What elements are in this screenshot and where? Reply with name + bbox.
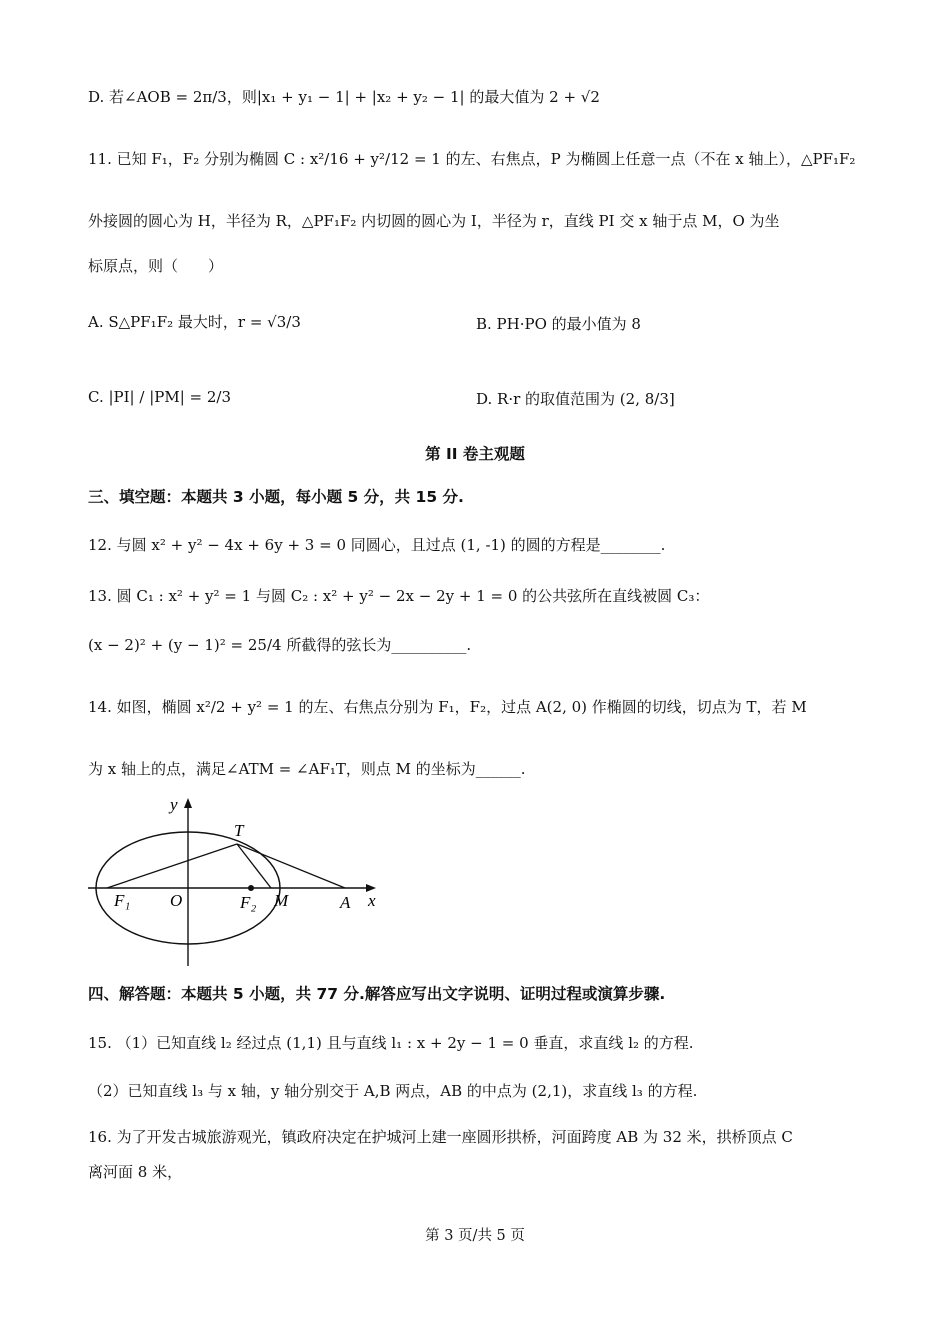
q14-text-line1: 14. 如图，椭圆 x²/2 + y² = 1 的左、右焦点分别为 F₁，F₂，过点 A(2, 0) 作椭圆的切线，切点为 T，若 M xyxy=(88,698,807,716)
q11-option-d: D. R·r 的取值范围为 (2, 8/3] xyxy=(476,390,675,408)
label-t: T xyxy=(234,821,244,840)
q14-text-line2: 为 x 轴上的点，满足∠ATM = ∠AF₁T，则点 M 的坐标为______. xyxy=(88,760,526,778)
q11-option-b: B. PH·PO 的最小值为 8 xyxy=(476,315,641,333)
label-x: x xyxy=(368,891,376,910)
q11-stem-line1: 11. 已知 F₁，F₂ 分别为椭圆 C : x²/16 + y²/12 = 1 的左、右焦点，P 为椭圆上任意一点（不在 x 轴上），△PF₁F₂ xyxy=(88,150,856,168)
page-footer: 第 3 页/共 5 页 xyxy=(425,1228,525,1244)
q15-part2: （2）已知直线 l₃ 与 x 轴，y 轴分别交于 A,B 两点，AB 的中点为 (2,1)，求直线 l₃ 的方程. xyxy=(88,1082,698,1100)
label-y: y xyxy=(170,795,178,814)
ellipse-figure xyxy=(84,790,384,970)
q15-part1: 15. （1）已知直线 l₂ 经过点 (1,1) 且与直线 l₁ : x + 2y − 1 = 0 垂直，求直线 l₂ 的方程. xyxy=(88,1034,694,1052)
q16-text-line1: 16. 为了开发古城旅游观光，镇政府决定在护城河上建一座圆形拱桥，河面跨度 AB 为 32 米，拱桥顶点 C xyxy=(88,1128,793,1146)
section4-title: 四、解答题：本题共 5 小题，共 77 分.解答应写出文字说明、证明过程或演算步骤. xyxy=(88,985,666,1003)
q11-option-a: A. S△PF₁F₂ 最大时，r = √3/3 xyxy=(88,313,301,331)
q13-text-line2: (x − 2)² + (y − 1)² = 25/4 所截得的弦长为__________. xyxy=(88,636,472,654)
q16-text-line2: 离河面 8 米， xyxy=(88,1163,183,1181)
section3-title: 三、填空题：本题共 3 小题，每小题 5 分，共 15 分. xyxy=(88,488,464,506)
q12-text: 12. 与圆 x² + y² − 4x + 6y + 3 = 0 同圆心，且过点 (1, -1) 的圆的方程是________. xyxy=(88,536,666,554)
label-o: O xyxy=(170,891,183,910)
q13-text-line1: 13. 圆 C₁ : x² + y² = 1 与圆 C₂ : x² + y² − 2x − 2y + 1 = 0 的公共弦所在直线被圆 C₃： xyxy=(88,587,710,605)
label-a: A xyxy=(340,893,351,912)
q11-stem-line3: 标原点，则（ ） xyxy=(88,257,224,275)
part2-title: 第 II 卷主观题 xyxy=(425,445,525,463)
q11-stem-line2: 外接圆的圆心为 H，半径为 R，△PF₁F₂ 内切圆的圆心为 I，半径为 r，直线 PI 交 x 轴于点 M，O 为坐 xyxy=(88,212,780,230)
q10-option-d: D. 若∠AOB = 2π/3，则|x₁ + y₁ − 1| + |x₂ + y₂ − 1| 的最大值为 2 + √2 xyxy=(88,88,600,106)
label-f1: F₁ xyxy=(114,891,131,910)
label-f2: F₂ xyxy=(240,893,257,912)
q11-option-c: C. |PI| / |PM| = 2/3 xyxy=(88,388,231,406)
label-m: M xyxy=(274,891,289,910)
